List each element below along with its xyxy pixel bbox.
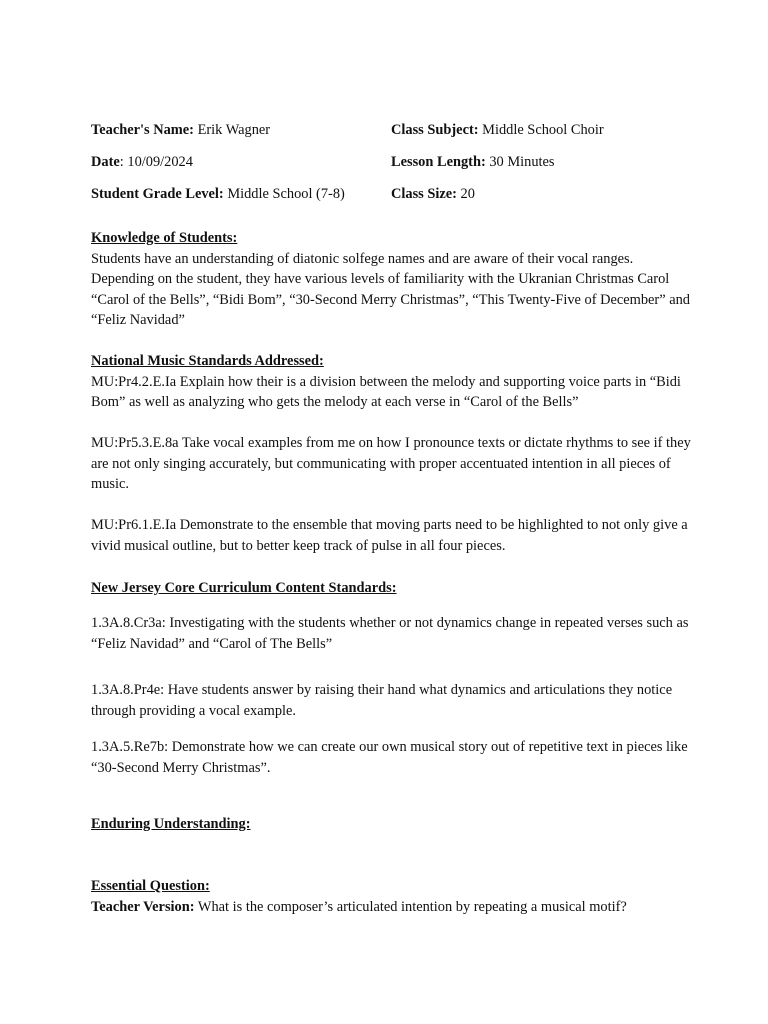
nj-standard-item: 1.3A.5.Re7b: Demonstrate how we can create our own musical story out of repetitive text in pieces like “30-Second Merry Christmas”. xyxy=(91,739,688,776)
nj-standards-heading: New Jersey Core Curriculum Content Standards: xyxy=(91,580,397,596)
national-standards-section xyxy=(91,351,691,413)
knowledge-section xyxy=(91,228,691,331)
date-value: : 10/09/2024 xyxy=(119,154,193,170)
national-standard-item: MU:Pr4.2.E.Ia Explain how their is a division between the melody and supporting voice parts in “Bidi Bom” as well as analyzing who gets the melody at each verse in “Carol of the Bells” xyxy=(91,373,681,410)
teacher-version-text: What is the composer’s articulated intention by repeating a musical motif? xyxy=(194,898,627,915)
date-field xyxy=(91,152,193,173)
nj-standard-item: 1.3A.8.Pr4e: Have students answer by raising their hand what dynamics and articulations they notice through providing a vocal example. xyxy=(91,682,673,719)
grade-level-field xyxy=(91,184,345,205)
enduring-heading: Enduring Understanding: xyxy=(91,816,251,832)
knowledge-heading: Knowledge of Students: xyxy=(91,230,238,246)
class-size-value: 20 xyxy=(456,186,475,202)
national-standard-block xyxy=(91,515,691,556)
nj-standard-block xyxy=(91,680,691,721)
class-subject-label: Class Subject: xyxy=(391,122,479,138)
class-subject-value: Middle School Choir xyxy=(478,122,604,138)
teacher-name-label: Teacher's Name: xyxy=(91,122,194,138)
date-label: Date xyxy=(91,154,120,170)
class-subject-field xyxy=(391,120,604,141)
lesson-length-field xyxy=(391,152,555,173)
teacher-version-label: Teacher Version: xyxy=(91,898,195,915)
teacher-name-value: Erik Wagner xyxy=(193,122,271,138)
national-standard-item: MU:Pr5.3.E.8a Take vocal examples from me on how I pronounce texts or dictate rhythms to see if they are not only singing accurately, but communicating with proper accentuated intention in all pieces of music. xyxy=(91,435,691,492)
grade-level-label: Student Grade Level: xyxy=(91,186,224,202)
essential-heading: Essential Question: xyxy=(91,878,210,894)
teacher-name-field xyxy=(91,120,270,141)
enduring-section xyxy=(91,814,691,835)
knowledge-text: Students have an understanding of diatonic solfege names and are aware of their vocal ranges. Depending on the student, they have various levels of familiarity with the Ukranian Christmas Carol “Carol of the Bells”, “Bidi Bom”, “30-Second Merry Christmas”, “This Twenty-Five of December” and “Feliz Navidad” xyxy=(91,250,690,328)
nj-standard-block xyxy=(91,613,691,654)
class-size-field xyxy=(391,184,475,205)
essential-section xyxy=(91,876,711,917)
nj-standard-item: 1.3A.8.Cr3a: Investigating with the students whether or not dynamics change in repeated verses such as “Feliz Navidad” and “Carol of The Bells” xyxy=(91,615,689,652)
national-standard-item: MU:Pr6.1.E.Ia Demonstrate to the ensemble that moving parts need to be highlighted to not only give a vivid musical outline, but to better keep track of pulse in all four pieces. xyxy=(91,517,688,554)
national-standards-heading: National Music Standards Addressed: xyxy=(91,353,324,369)
grade-level-value: Middle School (7-8) xyxy=(223,186,345,202)
nj-standards-section xyxy=(91,578,691,599)
class-size-label: Class Size: xyxy=(391,186,457,202)
national-standard-block xyxy=(91,433,691,495)
teacher-version-line xyxy=(91,897,711,918)
lesson-length-label: Lesson Length: xyxy=(391,154,486,170)
lesson-length-value: 30 Minutes xyxy=(485,154,555,170)
nj-standard-block xyxy=(91,737,691,778)
